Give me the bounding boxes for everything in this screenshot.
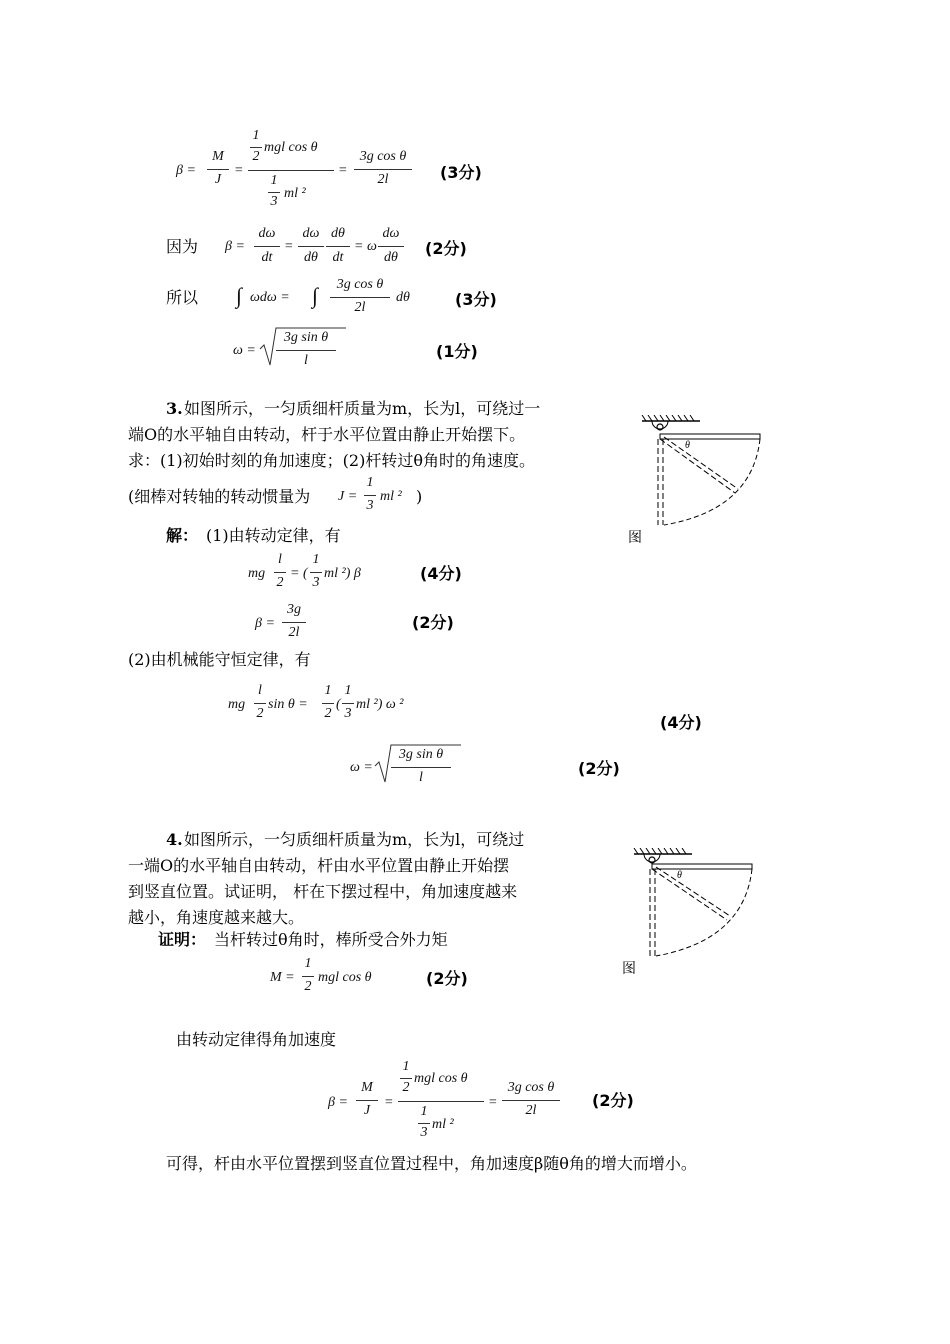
- pendulum-figure-3: [640, 415, 780, 535]
- score-label: (2分): [578, 759, 620, 778]
- conclusion: 可得，杆由水平位置摆到竖直位置过程中，角加速度β随θ角的增大而增小。: [166, 1154, 697, 1173]
- proof-step-1: 当杆转过θ角时，棒所受合外力矩: [214, 930, 448, 949]
- score-label: (2分): [426, 969, 468, 988]
- score-label: (2分): [592, 1091, 634, 1110]
- solution-step-1: (1)由转动定律，有: [206, 526, 341, 545]
- problem-4-number: 4.: [166, 830, 183, 849]
- problem-3-number: 3.: [166, 399, 183, 418]
- problem-3-line-4: (细棒对转轴的转动惯量为: [128, 487, 311, 506]
- score-label: (3分): [440, 163, 482, 182]
- problem-4-line-1: 如图所示，一匀质细杆质量为m，长为l，可绕过: [184, 830, 525, 849]
- svg-text:θ: θ: [677, 870, 682, 881]
- problem-3-line-3: 求：(1)初始时刻的角加速度；(2)杆转过θ角时的角速度。: [128, 451, 535, 470]
- problem-3-line-1: 如图所示，一匀质细杆质量为m，长为l，可绕过一: [184, 399, 541, 418]
- score-label: (2分): [412, 613, 454, 632]
- problem-4-line-4: 越小，角速度越来越大。: [128, 908, 305, 927]
- problem-3-line-4-end: ): [416, 487, 423, 506]
- score-label: (2分): [425, 239, 467, 258]
- problem-4-line-3: 到竖直位置。试证明， 杆在下摆过程中，角加速度越来: [128, 882, 518, 901]
- figure-caption: 图: [622, 961, 636, 977]
- svg-text:θ: θ: [685, 440, 690, 451]
- problem-3-line-2: 端O的水平轴自由转动，杆于水平位置由静止开始摆下。: [128, 425, 526, 444]
- solution-label: 解：: [166, 526, 199, 545]
- score-label: (3分): [455, 290, 497, 309]
- solution-step-2: (2)由机械能守恒定律，有: [128, 650, 311, 669]
- score-label: (4分): [420, 564, 462, 583]
- problem-4-line-2: 一端O的水平轴自由转动，杆由水平位置由静止开始摆: [128, 856, 510, 875]
- so-label: 所以: [166, 288, 199, 307]
- proof-label: 证明：: [158, 930, 207, 949]
- because-label: 因为: [166, 237, 199, 256]
- score-label: (1分): [436, 342, 478, 361]
- pendulum-figure-4: [632, 848, 772, 963]
- score-label: (4分): [660, 713, 702, 732]
- proof-step-2: 由转动定律得角加速度: [176, 1030, 337, 1049]
- figure-caption: 图: [628, 530, 642, 546]
